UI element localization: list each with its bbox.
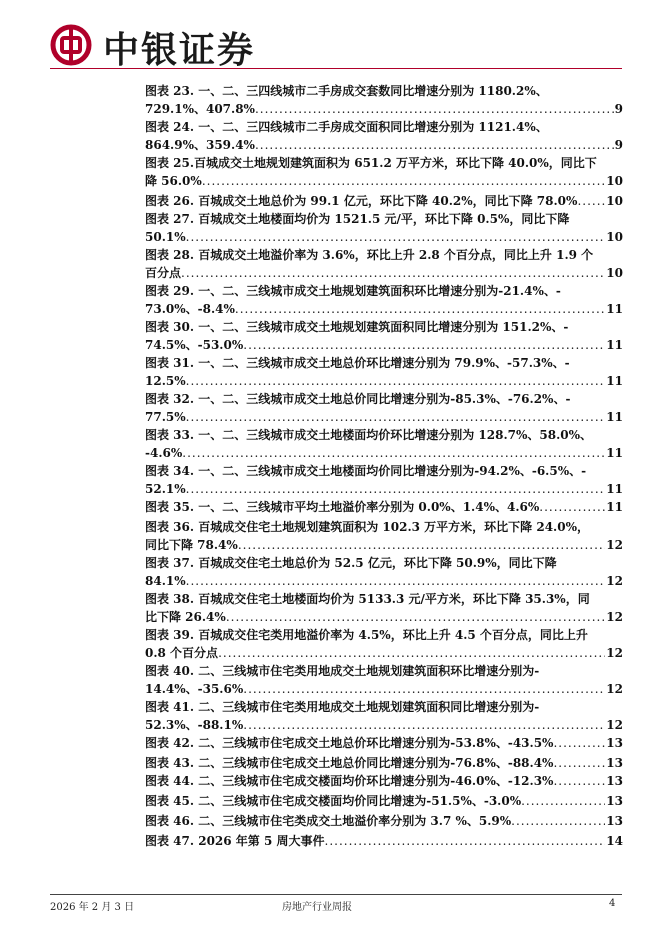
toc-entry-continuation: 52.1% <box>145 482 186 496</box>
toc-entry-continuation: 729.1%、407.8% <box>145 102 255 116</box>
toc-entry[interactable] <box>145 832 623 850</box>
toc-entry-title: 图表 42. 二、三线城市住宅成交土地总价环比增速分别为-53.8%、-43.5% <box>145 736 554 750</box>
toc-entry-title: 图表 41. 二、三线城市住宅类用地成交土地规划建筑面积同比增速分别为- <box>145 700 540 714</box>
toc-page-number: 12 <box>606 646 623 660</box>
toc-page-number: 9 <box>614 102 623 116</box>
toc-entry-title: 图表 34. 一、二、三线城市成交土地楼面均价同比增速分别为-94.2%、-6.5%、- <box>145 464 587 478</box>
toc-entry-continuation: 73.0%、-8.4% <box>145 302 235 316</box>
dot-leader <box>202 172 605 190</box>
toc-entry-continuation: 50.1% <box>145 230 186 244</box>
toc-entry-line <box>145 408 623 426</box>
toc-entry[interactable] <box>145 246 623 282</box>
toc-entry-line <box>145 716 623 734</box>
toc-entry-title: 图表 28. 百城成交土地溢价率为 3.6%，环比上升 2.8 个百分点，同比上升 1.9 个 <box>145 248 594 262</box>
dot-leader <box>255 136 614 154</box>
toc-page-number: 10 <box>606 194 623 208</box>
toc-entry[interactable] <box>145 590 623 626</box>
toc-page-number: 11 <box>606 482 623 496</box>
dot-leader <box>186 480 606 498</box>
toc-entry-title: 图表 45. 二、三线城市住宅成交楼面均价同比增速为-51.5%、-3.0% <box>145 794 522 808</box>
toc-entry-continuation: 比下降 26.4% <box>145 610 226 624</box>
toc-page-number: 12 <box>606 718 623 732</box>
dot-leader <box>577 192 605 210</box>
toc-entry-line <box>145 734 623 752</box>
dot-leader <box>553 734 605 752</box>
toc-page-number: 11 <box>606 500 623 514</box>
toc-entry-continuation: 864.9%、359.4% <box>145 138 255 152</box>
toc-page-number: 12 <box>606 574 623 588</box>
toc-entry-title: 图表 26. 百城成交土地总价为 99.1 亿元，环比下降 40.2%，同比下降 78.0% <box>145 194 578 208</box>
toc-entry-line <box>145 336 623 354</box>
dot-leader <box>218 644 605 662</box>
toc-entry-line <box>145 192 623 210</box>
dot-leader <box>181 264 605 282</box>
toc-entry[interactable] <box>145 390 623 426</box>
toc-entry[interactable] <box>145 812 623 830</box>
toc-page-number: 11 <box>606 338 623 352</box>
dot-leader <box>255 100 614 118</box>
toc-entry[interactable] <box>145 426 623 462</box>
toc-entry[interactable] <box>145 82 623 118</box>
toc-entry-line <box>145 572 623 590</box>
footer-divider <box>50 894 622 895</box>
toc-entry[interactable] <box>145 154 623 190</box>
toc-entry-title: 图表 38. 百城成交住宅土地楼面均价为 5133.3 元/平方米，环比下降 35.3%，同 <box>145 592 590 606</box>
toc-entry-title: 图表 29. 一、二、三线城市成交土地规划建筑面积环比增速分别为-21.4%、- <box>145 284 561 298</box>
dot-leader <box>235 300 605 318</box>
toc-entry[interactable] <box>145 282 623 318</box>
bank-of-china-logo-icon <box>50 24 92 66</box>
toc-entry-continuation: 74.5%、-53.0% <box>145 338 244 352</box>
toc-entry-continuation: 降 56.0% <box>145 174 202 188</box>
toc-entry-title: 图表 43. 二、三线城市住宅成交土地总价同比增速分别为-76.8%、-88.4% <box>145 756 554 770</box>
toc-entry-title: 图表 40. 二、三线城市住宅类用地成交土地规划建筑面积环比增速分别为- <box>145 664 540 678</box>
toc-entry-continuation: 77.5% <box>145 410 186 424</box>
dot-leader <box>238 536 605 554</box>
toc-entry[interactable] <box>145 210 623 246</box>
toc-entry-title: 图表 25.百城成交土地规划建筑面积为 651.2 万平方米，环比下降 40.0%，同比下 <box>145 156 597 170</box>
dot-leader <box>243 716 605 734</box>
toc-entry-line <box>145 372 623 390</box>
toc-page-number: 12 <box>606 682 623 696</box>
toc-entry-continuation: 12.5% <box>145 374 186 388</box>
toc-entry-continuation: 同比下降 78.4% <box>145 538 238 552</box>
toc-entry-continuation: 0.8 个百分点 <box>145 646 219 660</box>
toc-entry-line <box>145 498 623 516</box>
toc-entry-line <box>145 100 623 118</box>
toc-page-number: 13 <box>606 774 623 788</box>
toc-entry-title: 图表 47. 2026 年第 5 周大事件 <box>145 834 325 848</box>
toc-entry[interactable] <box>145 734 623 752</box>
toc-entry[interactable] <box>145 792 623 810</box>
toc-entry-title: 图表 44. 二、三线城市住宅成交楼面均价环比增速分别为-46.0%、-12.3% <box>145 774 554 788</box>
footer-report-type: 房地产行业周报 <box>282 902 352 913</box>
toc-entry[interactable] <box>145 554 623 590</box>
dot-leader <box>186 408 606 426</box>
toc-entry[interactable] <box>145 698 623 734</box>
toc-page-number: 10 <box>606 266 623 280</box>
toc-entry-line <box>145 644 623 662</box>
dot-leader <box>553 754 605 772</box>
toc-entry-line <box>145 264 623 282</box>
toc-entry-line <box>145 812 623 830</box>
toc-entry-title: 图表 27. 百城成交土地楼面均价为 1521.5 元/平，环比下降 0.5%，同比下降 <box>145 212 570 226</box>
dot-leader <box>186 228 606 246</box>
dot-leader <box>186 572 606 590</box>
toc-entry-title: 图表 37. 百城成交住宅土地总价为 52.5 亿元，环比下降 50.9%，同比下降 <box>145 556 557 570</box>
dot-leader <box>325 832 606 850</box>
toc-entry-title: 图表 24. 一、二、三四线城市二手房成交面积同比增速分别为 1121.4%、 <box>145 120 548 134</box>
header-divider <box>50 68 622 69</box>
toc-entry-line <box>145 228 623 246</box>
toc-entry-title: 图表 30. 一、二、三线城市成交土地规划建筑面积同比增速分别为 151.2%、- <box>145 320 569 334</box>
page-header <box>0 0 662 80</box>
toc-entry-line <box>145 772 623 790</box>
dot-leader <box>511 812 605 830</box>
brand-name: 中银证券 <box>103 30 256 71</box>
toc-entry-line <box>145 444 623 462</box>
toc-entry[interactable] <box>145 192 623 210</box>
toc-entry-title: 图表 33. 一、二、三线城市成交土地楼面均价环比增速分别为 128.7%、58.0%、 <box>145 428 593 442</box>
toc-entry-title: 图表 36. 百城成交住宅土地规划建筑面积为 102.3 万平方米，环比下降 24.0%， <box>145 520 589 534</box>
toc-entry-title: 图表 35. 一、二、三线城市平均土地溢价率分别为 0.0%、1.4%、4.6% <box>145 500 540 514</box>
dot-leader <box>186 372 606 390</box>
toc-entry-continuation: 14.4%、-35.6% <box>145 682 244 696</box>
toc-entry[interactable] <box>145 772 623 790</box>
toc-entry[interactable] <box>145 626 623 662</box>
toc-entry[interactable] <box>145 498 623 516</box>
toc-entry-line <box>145 754 623 772</box>
toc-page-number: 11 <box>606 446 623 460</box>
toc-entry-title: 图表 31. 一、二、三线城市成交土地总价环比增速分别为 79.9%、-57.3%、- <box>145 356 570 370</box>
toc-entry[interactable] <box>145 662 623 698</box>
toc-page-number: 12 <box>606 610 623 624</box>
toc-page-number: 9 <box>614 138 623 152</box>
footer-page-number: 4 <box>609 898 616 909</box>
toc-entry-line <box>145 536 623 554</box>
dot-leader <box>182 444 605 462</box>
toc-entry[interactable] <box>145 754 623 772</box>
toc-entry-continuation: 84.1% <box>145 574 186 588</box>
toc-entry[interactable] <box>145 518 623 554</box>
toc-entry[interactable] <box>145 318 623 354</box>
toc-entry-line <box>145 172 623 190</box>
toc-entry-title: 图表 23. 一、二、三四线城市二手房成交套数同比增速分别为 1180.2%、 <box>145 84 548 98</box>
toc-page-number: 11 <box>606 410 623 424</box>
toc-page-number: 10 <box>606 230 623 244</box>
toc-entry-title: 图表 39. 百城成交住宅类用地溢价率为 4.5%，环比上升 4.5 个百分点，同比上升 <box>145 628 588 642</box>
dot-leader <box>521 792 605 810</box>
dot-leader <box>226 608 605 626</box>
toc-page-number: 12 <box>606 538 623 552</box>
toc-entry[interactable] <box>145 354 623 390</box>
toc-page-number: 14 <box>606 834 623 848</box>
toc-entry-line <box>145 832 623 850</box>
toc-entry-line <box>145 300 623 318</box>
toc-page-number: 13 <box>606 756 623 770</box>
toc-entry-line <box>145 608 623 626</box>
footer-date: 2026 年 2 月 3 日 <box>50 902 135 913</box>
toc-entry-continuation: 52.3%、-88.1% <box>145 718 244 732</box>
toc-entry-line <box>145 792 623 810</box>
toc-entry-continuation: -4.6% <box>145 446 183 460</box>
toc-entry-title: 图表 32. 一、二、三线城市成交土地总价同比增速分别为-85.3%、-76.2%、- <box>145 392 571 406</box>
toc-page-number: 11 <box>606 302 623 316</box>
toc-entry[interactable] <box>145 118 623 154</box>
dot-leader <box>539 498 605 516</box>
toc-entry-title: 图表 46. 二、三线城市住宅类成交土地溢价率分别为 3.7 %、5.9% <box>145 814 512 828</box>
dot-leader <box>243 680 605 698</box>
toc-page-number: 13 <box>606 736 623 750</box>
toc-page-number: 10 <box>606 174 623 188</box>
toc-page-number: 13 <box>606 814 623 828</box>
toc-page-number: 13 <box>606 794 623 808</box>
dot-leader <box>553 772 605 790</box>
dot-leader <box>243 336 605 354</box>
toc-entry-line <box>145 136 623 154</box>
toc-page-number: 11 <box>606 374 623 388</box>
toc-entry[interactable] <box>145 462 623 498</box>
toc-entry-line <box>145 680 623 698</box>
toc-entry-continuation: 百分点 <box>145 266 182 280</box>
toc-entry-line <box>145 480 623 498</box>
